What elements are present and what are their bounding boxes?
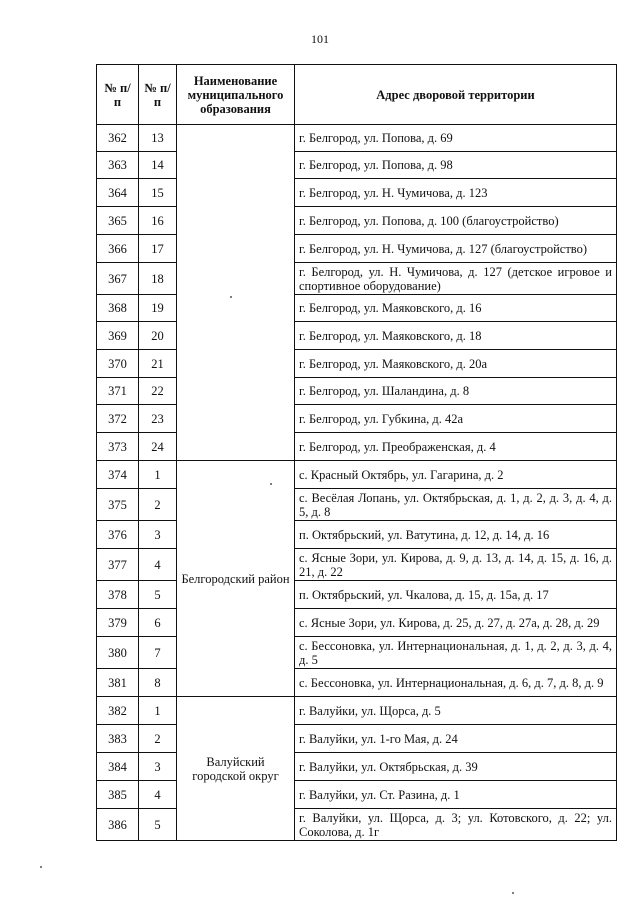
table-row <box>97 581 617 609</box>
row-number: 385 <box>97 781 139 809</box>
subrow-number: 5 <box>139 809 177 841</box>
address-cell: с. Весёлая Лопань, ул. Октябрьская, д. 1, д. 2, д. 3, д. 4, д. 5, д. 8 <box>295 489 617 521</box>
table-row <box>97 521 617 549</box>
address-cell: г. Белгород, ул. Маяковского, д. 16 <box>295 295 617 322</box>
row-number: 378 <box>97 581 139 609</box>
subrow-number: 21 <box>139 350 177 378</box>
subrow-number: 4 <box>139 549 177 581</box>
municipality-cell: Валуйский городской округ <box>177 697 295 841</box>
table-row <box>97 295 617 322</box>
address-cell: г. Белгород, ул. Н. Чумичова, д. 127 (благоустройство) <box>295 235 617 263</box>
table-row <box>97 781 617 809</box>
address-table <box>96 64 617 841</box>
scan-speck <box>40 866 42 868</box>
subrow-number: 24 <box>139 433 177 461</box>
address-cell: г. Белгород, ул. Попова, д. 98 <box>295 152 617 179</box>
scan-speck <box>512 892 514 894</box>
subrow-number: 20 <box>139 322 177 350</box>
subrow-number: 18 <box>139 263 177 295</box>
address-cell: с. Ясные Зори, ул. Кирова, д. 9, д. 13, д. 14, д. 15, д. 16, д. 21, д. 22 <box>295 549 617 581</box>
table-row <box>97 753 617 781</box>
subrow-number: 17 <box>139 235 177 263</box>
row-number: 376 <box>97 521 139 549</box>
table-row <box>97 809 617 841</box>
table-row <box>97 725 617 753</box>
table-row <box>97 235 617 263</box>
scan-speck <box>230 296 232 298</box>
header-address: Адрес дворовой территории <box>295 65 617 125</box>
subrow-number: 2 <box>139 489 177 521</box>
subrow-number: 7 <box>139 637 177 669</box>
address-cell: г. Валуйки, ул. Щорса, д. 3; ул. Котовского, д. 22; ул. Соколова, д. 1г <box>295 809 617 841</box>
table-row <box>97 152 617 179</box>
table-row <box>97 125 617 152</box>
table-row <box>97 669 617 697</box>
address-cell: г. Белгород, ул. Преображенская, д. 4 <box>295 433 617 461</box>
address-cell: с. Ясные Зори, ул. Кирова, д. 25, д. 27, д. 27а, д. 28, д. 29 <box>295 609 617 637</box>
address-cell: с. Бессоновка, ул. Интернациональная, д. 1, д. 2, д. 3, д. 4, д. 5 <box>295 637 617 669</box>
table-row <box>97 350 617 378</box>
address-cell: г. Белгород, ул. Н. Чумичова, д. 123 <box>295 179 617 207</box>
table-row <box>97 549 617 581</box>
row-number: 367 <box>97 263 139 295</box>
table-body <box>97 125 617 841</box>
address-cell: с. Бессоновка, ул. Интернациональная, д. 6, д. 7, д. 8, д. 9 <box>295 669 617 697</box>
row-number: 365 <box>97 207 139 235</box>
table-row <box>97 697 617 725</box>
row-number: 366 <box>97 235 139 263</box>
row-number: 369 <box>97 322 139 350</box>
address-cell: г. Валуйки, ул. Щорса, д. 5 <box>295 697 617 725</box>
table-row <box>97 179 617 207</box>
address-cell: г. Белгород, ул. Губкина, д. 42а <box>295 405 617 433</box>
address-cell: г. Белгород, ул. Попова, д. 100 (благоустройство) <box>295 207 617 235</box>
table-row <box>97 322 617 350</box>
subrow-number: 1 <box>139 697 177 725</box>
row-number: 370 <box>97 350 139 378</box>
address-cell: г. Белгород, ул. Маяковского, д. 20а <box>295 350 617 378</box>
row-number: 375 <box>97 489 139 521</box>
scan-speck <box>270 483 272 485</box>
municipality-cell: Белгородский район <box>177 461 295 697</box>
row-number: 383 <box>97 725 139 753</box>
table-row <box>97 207 617 235</box>
table-row <box>97 405 617 433</box>
row-number: 374 <box>97 461 139 489</box>
row-number: 368 <box>97 295 139 322</box>
subrow-number: 8 <box>139 669 177 697</box>
row-number: 362 <box>97 125 139 152</box>
header-subrow-number: № п/п <box>139 65 177 125</box>
subrow-number: 3 <box>139 521 177 549</box>
subrow-number: 19 <box>139 295 177 322</box>
subrow-number: 5 <box>139 581 177 609</box>
address-cell: г. Валуйки, ул. Ст. Разина, д. 1 <box>295 781 617 809</box>
subrow-number: 4 <box>139 781 177 809</box>
address-cell: г. Белгород, ул. Попова, д. 69 <box>295 125 617 152</box>
row-number: 381 <box>97 669 139 697</box>
row-number: 371 <box>97 378 139 405</box>
table-row <box>97 433 617 461</box>
table-row <box>97 263 617 295</box>
header-municipality: Наименование муниципального образования <box>177 65 295 125</box>
row-number: 382 <box>97 697 139 725</box>
page-number: 101 <box>311 32 329 46</box>
row-number: 372 <box>97 405 139 433</box>
row-number: 373 <box>97 433 139 461</box>
municipality-cell <box>177 125 295 461</box>
table-row <box>97 378 617 405</box>
row-number: 379 <box>97 609 139 637</box>
table-row <box>97 637 617 669</box>
address-cell: г. Белгород, ул. Н. Чумичова, д. 127 (детское игровое и спортивное оборудование) <box>295 263 617 295</box>
row-number: 364 <box>97 179 139 207</box>
subrow-number: 22 <box>139 378 177 405</box>
address-cell: г. Белгород, ул. Шаландина, д. 8 <box>295 378 617 405</box>
subrow-number: 13 <box>139 125 177 152</box>
row-number: 380 <box>97 637 139 669</box>
row-number: 386 <box>97 809 139 841</box>
subrow-number: 14 <box>139 152 177 179</box>
subrow-number: 2 <box>139 725 177 753</box>
address-cell: с. Красный Октябрь, ул. Гагарина, д. 2 <box>295 461 617 489</box>
address-cell: п. Октябрьский, ул. Чкалова, д. 15, д. 15а, д. 17 <box>295 581 617 609</box>
table-header-row <box>97 65 617 125</box>
row-number: 384 <box>97 753 139 781</box>
subrow-number: 15 <box>139 179 177 207</box>
subrow-number: 16 <box>139 207 177 235</box>
table-row <box>97 461 617 489</box>
address-cell: г. Валуйки, ул. 1-го Мая, д. 24 <box>295 725 617 753</box>
address-cell: г. Валуйки, ул. Октябрьская, д. 39 <box>295 753 617 781</box>
table-row <box>97 489 617 521</box>
row-number: 363 <box>97 152 139 179</box>
address-cell: п. Октябрьский, ул. Ватутина, д. 12, д. 14, д. 16 <box>295 521 617 549</box>
subrow-number: 23 <box>139 405 177 433</box>
table-row <box>97 609 617 637</box>
subrow-number: 1 <box>139 461 177 489</box>
row-number: 377 <box>97 549 139 581</box>
header-row-number: № п/п <box>97 65 139 125</box>
address-cell: г. Белгород, ул. Маяковского, д. 18 <box>295 322 617 350</box>
subrow-number: 6 <box>139 609 177 637</box>
subrow-number: 3 <box>139 753 177 781</box>
